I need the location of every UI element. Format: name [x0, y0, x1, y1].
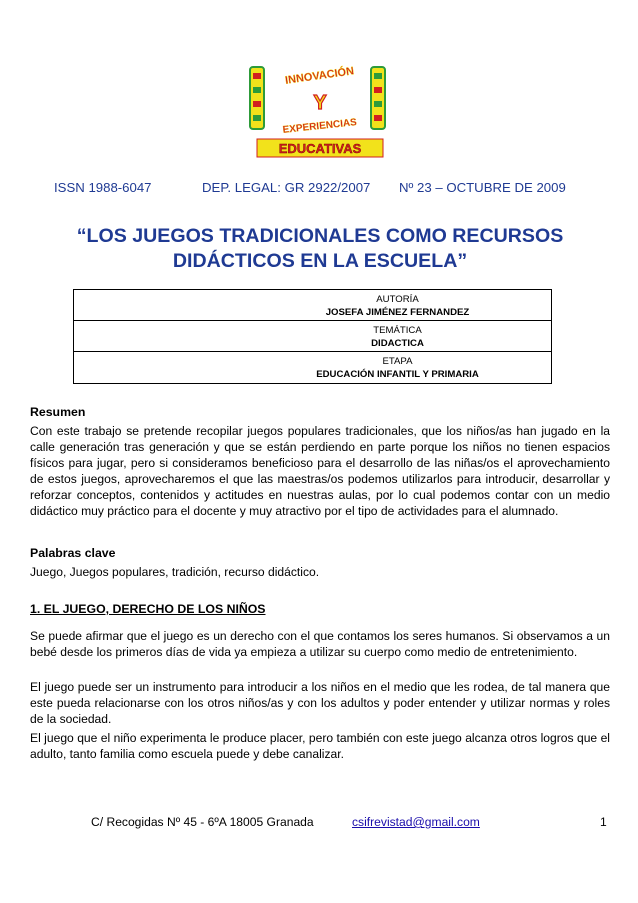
info-row-autoria — [74, 290, 551, 321]
section-1-paragraph-3: El juego que el niño experimenta le produce placer, pero también con este juego alcanza otros logros que el adulto, tanto familia como escuela puede y debe canalizar. — [30, 731, 610, 761]
logo-word-mid: Y — [313, 92, 327, 114]
keywords-heading: Palabras clave — [30, 546, 116, 560]
section-1-paragraph-1: Se puede afirmar que el juego es un derecho con el que contamos los seres humanos. Si observamos a un bebé desde los primeros días de vida ya empieza a utilizar su cuerpo como medio de entretenimiento. — [30, 629, 610, 659]
article-title — [30, 224, 610, 274]
logo-right-column — [371, 67, 385, 129]
footer-address: C/ Recogidas Nº 45 - 6ºA 18005 Granada — [91, 815, 314, 829]
journal-logo — [245, 57, 395, 162]
section-1-paragraph-2: El juego puede ser un instrumento para introducir a los niños en el medio que les rodea, de tal manera que este pueda relacionarse con los otros niños/as y con los adultos y poder entender y utilizar normas y roles de la sociedad. — [30, 680, 610, 726]
title-line-1: “LOS JUEGOS TRADICIONALES COMO RECURSOS — [76, 225, 564, 247]
issue-header — [0, 180, 638, 198]
logo-word-top: INNOVACIÓN — [284, 65, 355, 87]
tematica-value: DIDACTICA — [371, 338, 424, 349]
article-info-table — [73, 289, 552, 384]
resumen-heading: Resumen — [30, 405, 86, 419]
issn-text: ISSN 1988-6047 — [54, 180, 152, 195]
tematica-label: TEMÁTICA — [373, 325, 422, 336]
logo-left-column — [250, 67, 264, 129]
page-number: 1 — [600, 815, 607, 829]
logo-word-bottom: EXPERIENCIAS — [282, 117, 358, 136]
etapa-label: ETAPA — [382, 356, 413, 367]
autoria-label: AUTORÍA — [376, 294, 419, 305]
issue-number-text: Nº 23 – OCTUBRE DE 2009 — [399, 180, 566, 195]
logo-word-banner: EDUCATIVAS — [278, 141, 362, 156]
info-row-etapa — [74, 352, 551, 383]
autoria-value: JOSEFA JIMÉNEZ FERNANDEZ — [325, 307, 470, 318]
title-line-2: DIDÁCTICOS EN LA ESCUELA” — [172, 250, 468, 272]
etapa-value: EDUCACIÓN INFANTIL Y PRIMARIA — [316, 369, 479, 380]
section-1-heading: 1. EL JUEGO, DERECHO DE LOS NIÑOS — [30, 602, 266, 616]
keywords-text: Juego, Juegos populares, tradición, recurso didáctico. — [30, 565, 320, 579]
page-footer — [0, 815, 638, 833]
resumen-text: Con este trabajo se pretende recopilar juegos populares tradicionales, que los niños/as han jugado en la calle generación tras generación y que se están perdiendo en parte porque los niños no tienen espacios físicos para jugar, pero si consideramos beneficioso para el desarrollo de las niñas/os el aprovechamiento de estos juegos, aprovecharemos el que las maestras/os podemos utilizarlos para introducir, desarrollar y reforzar conceptos, contenidos y actitudes en nuestras aulas, por lo cual podemos contar con un medio didáctico muy práctico para el docente y muy atractivo por el tipo de actividades para el alumnado. — [30, 424, 610, 518]
info-row-tematica — [74, 321, 551, 352]
footer-email-link[interactable]: csifrevistad@gmail.com — [352, 815, 480, 829]
legal-deposit-text: DEP. LEGAL: GR 2922/2007 — [202, 180, 371, 195]
